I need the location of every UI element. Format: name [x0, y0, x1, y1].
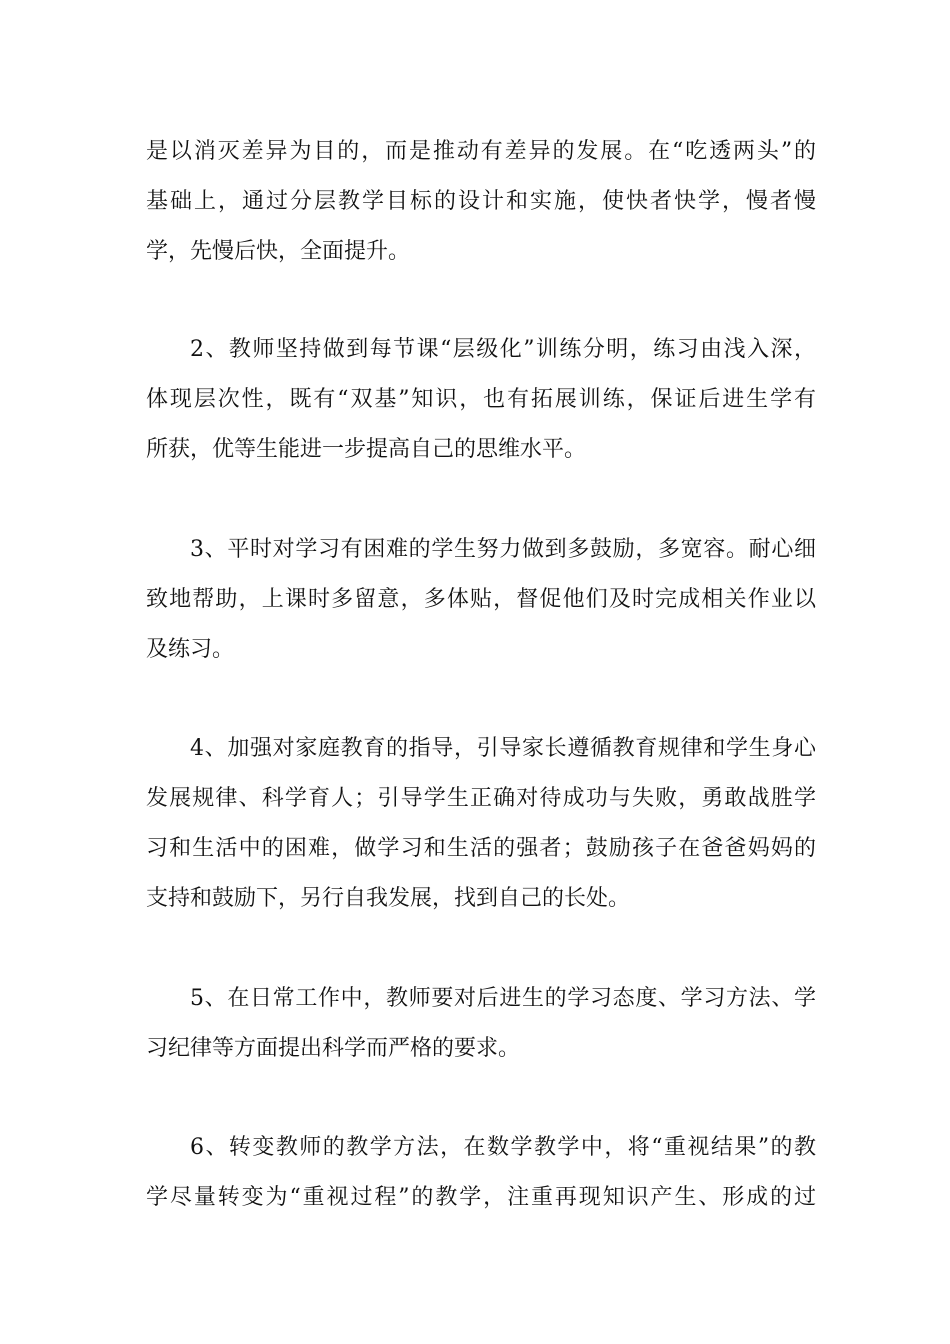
- paragraph-3-line-2: 致地帮助，上课时多留意，多体贴，督促他们及时完成相关作业以: [146, 587, 816, 612]
- paragraph-2-line-2: 体现层次性，既有“双基”知识，也有拓展训练，保证后进生学有: [146, 387, 816, 412]
- paragraph-5-line-1: 5、在日常工作中，教师要对后进生的学习态度、学习方法、学: [190, 986, 816, 1011]
- paragraph-4-line-4: 支持和鼓励下，另行自我发展，找到自己的长处。: [146, 886, 631, 911]
- paragraph-3-line-1: 3、平时对学习有困难的学生努力做到多鼓励，多宽容。耐心细: [190, 537, 816, 562]
- paragraph-4-line-2: 发展规律、科学育人；引导学生正确对待成功与失败，勇敢战胜学: [146, 786, 816, 811]
- paragraph-6-line-2: 学尽量转变为“重视过程”的教学，注重再现知识产生、形成的过: [146, 1185, 816, 1210]
- paragraph-4-line-1: 4、加强对家庭教育的指导，引导家长遵循教育规律和学生身心: [190, 736, 816, 761]
- paragraph-1-line-1: 是以消灭差异为目的，而是推动有差异的发展。在“吃透两头”的: [146, 139, 816, 164]
- paragraph-2-line-3: 所获，优等生能进一步提高自己的思维水平。: [146, 437, 587, 462]
- paragraph-1-line-3: 学，先慢后快，全面提升。: [146, 239, 411, 264]
- paragraph-1-line-2: 基础上，通过分层教学目标的设计和实施，使快者快学，慢者慢: [146, 189, 816, 214]
- paragraph-4-line-3: 习和生活中的困难，做学习和生活的强者；鼓励孩子在爸爸妈妈的: [146, 836, 816, 861]
- paragraph-3-line-3: 及练习。: [146, 637, 235, 662]
- paragraph-5-line-2: 习纪律等方面提出科学而严格的要求。: [146, 1036, 521, 1061]
- paragraph-6-line-1: 6、转变教师的教学方法，在数学教学中，将“重视结果”的教: [190, 1135, 816, 1160]
- paragraph-2-line-1: 2、教师坚持做到每节课“层级化”训练分明，练习由浅入深，: [190, 337, 816, 362]
